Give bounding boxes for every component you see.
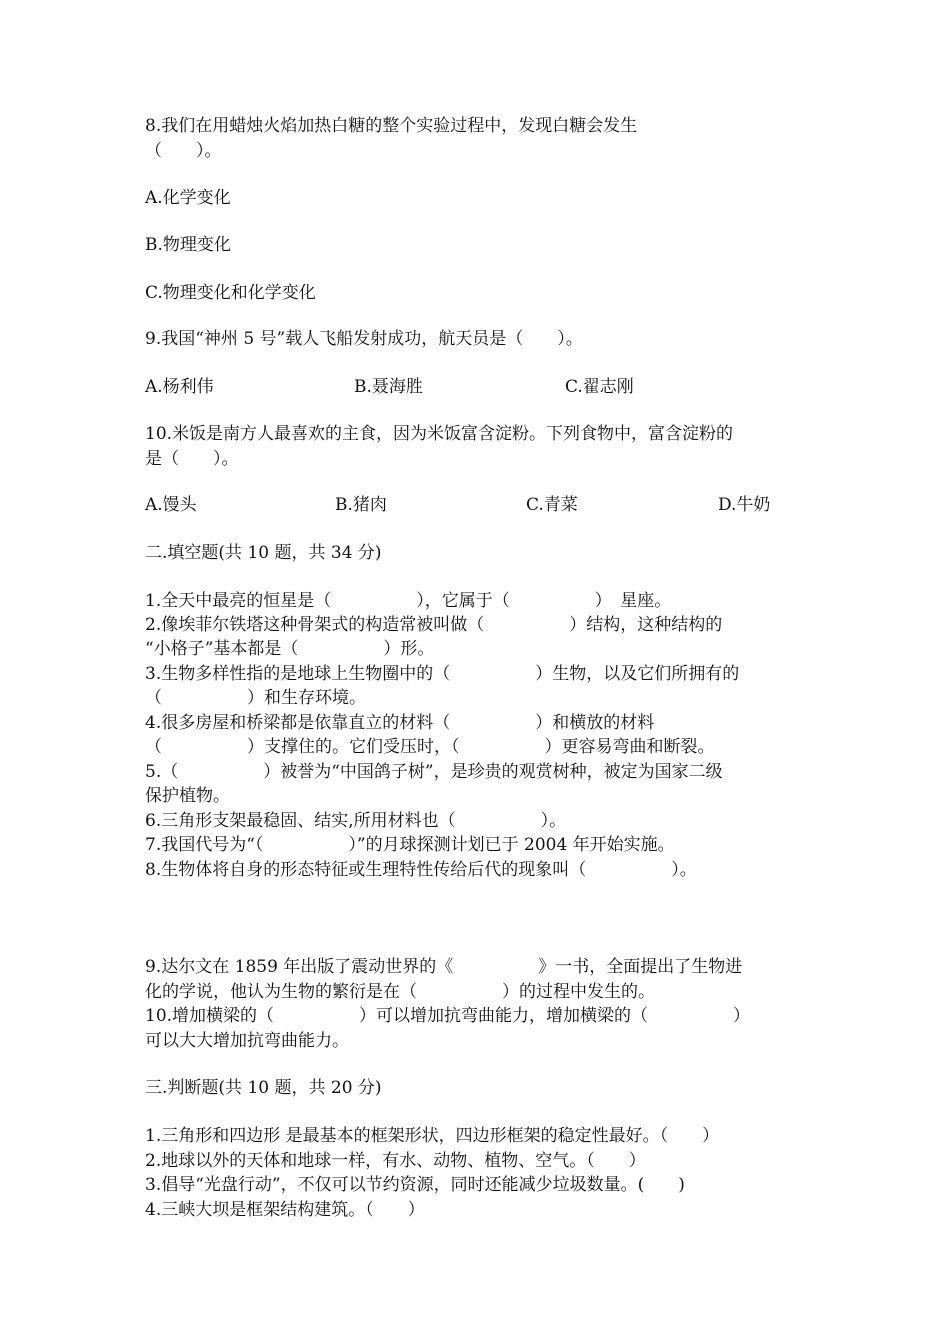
question-line: 1.全天中最亮的恒星是（ ），它属于（ ） 星座。 xyxy=(145,591,672,611)
option-c: C.青菜 xyxy=(526,495,578,515)
section-heading: 二.填空题(共 10 题，共 34 分) xyxy=(145,543,382,563)
question-line: 3.倡导“光盘行动”，不仅可以节约资源，同时还能减少垃圾数量。( ) xyxy=(145,1175,685,1195)
question-line: （ ）和生存环境。 xyxy=(145,688,366,708)
question-line: 10.增加横梁的（ ）可以增加抗弯曲能力，增加横梁的（ ） xyxy=(145,1006,751,1026)
question-line: 1.三角形和四边形 是最基本的框架形状，四边形框架的稳定性最好。（ ） xyxy=(145,1126,720,1146)
option-c: C.物理变化和化学变化 xyxy=(145,283,316,303)
option-c: C.翟志刚 xyxy=(565,377,634,397)
option-b: B.聂海胜 xyxy=(354,377,423,397)
question-line: “小格子”基本都是（ ）形。 xyxy=(145,639,435,659)
question-line: 2.像埃菲尔铁塔这种骨架式的构造常被叫做（ ）结构，这种结构的 xyxy=(145,615,723,635)
question-stem: 是（ ）。 xyxy=(145,449,239,469)
option-a: A.化学变化 xyxy=(145,188,231,208)
question-line: 5.（ ）被誉为“中国鸽子树”，是珍贵的观赏树种，被定为国家二级 xyxy=(145,762,723,782)
section-heading: 三.判断题(共 10 题，共 20 分) xyxy=(145,1078,382,1098)
question-stem: 10.米饭是南方人最喜欢的主食，因为米饭富含淀粉。下列食物中，富含淀粉的 xyxy=(145,424,734,444)
question-line: 9.达尔文在 1859 年出版了震动世界的《 》一书，全面提出了生物进 xyxy=(145,957,743,977)
question-line: 3.生物多样性指的是地球上生物圈中的（ ）生物，以及它们所拥有的 xyxy=(145,664,740,684)
question-stem: 8.我们在用蜡烛火焰加热白糖的整个实验过程中，发现白糖会发生 xyxy=(145,116,638,136)
question-line: 2.地球以外的天体和地球一样，有水、动物、植物、空气。（ ） xyxy=(145,1151,646,1171)
question-line: 保护植物。 xyxy=(145,786,230,806)
question-line: 4.三峡大坝是框架结构建筑。（ ） xyxy=(145,1200,425,1220)
question-stem: 9.我国“神州 5 号”载人飞船发射成功，航天员是（ ）。 xyxy=(145,329,583,349)
option-b: B.猪肉 xyxy=(335,495,387,515)
option-a: A.杨利伟 xyxy=(145,377,214,397)
question-line: 7.我国代号为“（ ）”的月球探测计划已于 2004 年开始实施。 xyxy=(145,835,675,855)
question-line: 4.很多房屋和桥梁都是依靠直立的材料（ ）和横放的材料 xyxy=(145,713,655,733)
option-b: B.物理变化 xyxy=(145,235,231,255)
question-line: 可以大大增加抗弯曲能力。 xyxy=(145,1031,349,1051)
option-a: A.馒头 xyxy=(145,495,197,515)
question-line: 6.三角形支架最稳固、结实,所用材料也（ ）。 xyxy=(145,811,567,831)
question-line: （ ）支撑住的。它们受压时，（ ）更容易弯曲和断裂。 xyxy=(145,737,715,757)
option-d: D.牛奶 xyxy=(718,495,771,515)
question-line: 化的学说，他认为生物的繁衍是在（ ）的过程中发生的。 xyxy=(145,982,655,1002)
question-stem: （ ）。 xyxy=(145,141,222,161)
question-line: 8.生物体将自身的形态特征或生理特性传给后代的现象叫（ ）。 xyxy=(145,860,697,880)
